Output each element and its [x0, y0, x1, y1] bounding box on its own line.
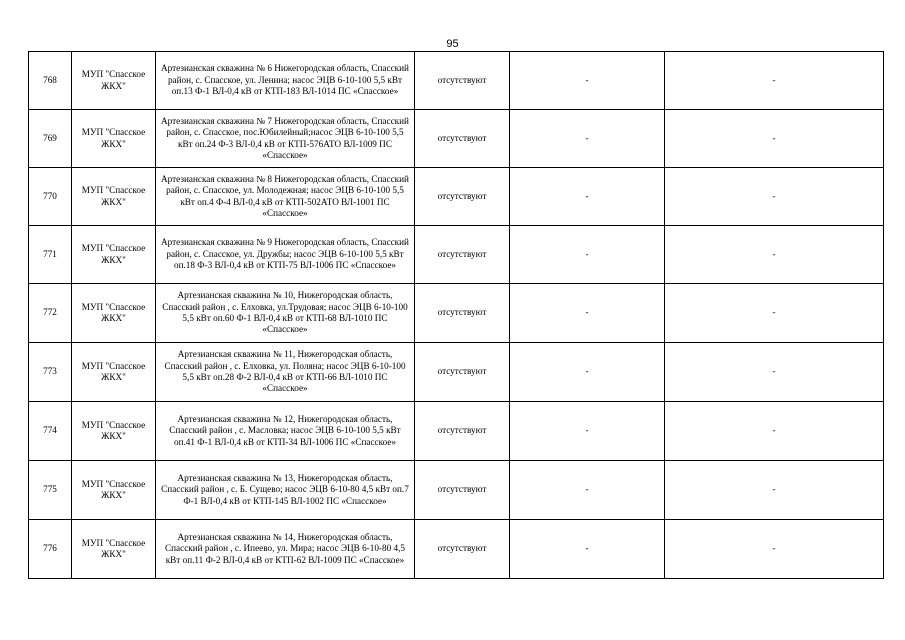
empty-value-cell: -: [665, 402, 884, 461]
organization-cell: МУП "Спасское ЖКХ": [72, 520, 156, 579]
object-description-cell: Артезианская скважина № 13, Нижегородская область, Спасский район , с. Б. Сущево; насос ЭЦВ 6-10-80 4,5 кВт оп.7 Ф-1 ВЛ-0,4 кВ от КТП-145 ВЛ-1002 ПС «Спасское»: [156, 461, 415, 520]
object-description-cell: Артезианская скважина № 10, Нижегородская область, Спасский район , с. Елховка, ул.Трудовая; насос ЭЦВ 6-10-100 5,5 кВт оп.60 Ф-1 ВЛ-0,4 кВ от КТП-68 ВЛ-1010 ПС «Спасское»: [156, 284, 415, 343]
empty-value-cell: -: [510, 461, 665, 520]
empty-value-cell: -: [665, 284, 884, 343]
status-cell: отсутствуют: [415, 168, 510, 226]
row-number: 774: [29, 402, 72, 461]
table-row: [29, 520, 884, 579]
empty-value-cell: -: [510, 226, 665, 284]
object-description-cell: Артезианская скважина № 12, Нижегородская область, Спасский район , с. Масловка; насос ЭЦВ 6-10-100 5,5 кВт оп.41 Ф-1 ВЛ-0,4 кВ от КТП-34 ВЛ-1006 ПС «Спасское»: [156, 402, 415, 461]
table-row: [29, 461, 884, 520]
row-number: 769: [29, 110, 72, 168]
object-description-cell: Артезианская скважина № 9 Нижегородская область, Спасский район, с. Спасское, ул. Дружбы; насос ЭЦВ 6-10-100 5,5 кВт оп.18 Ф-3 ВЛ-0,4 кВ от КТП-75 ВЛ-1006 ПС «Спасское»: [156, 226, 415, 284]
empty-value-cell: -: [665, 168, 884, 226]
row-number: 776: [29, 520, 72, 579]
object-description-cell: Артезианская скважина № 6 Нижегородская область, Спасский район, с. Спасское, ул. Ленина; насос ЭЦВ 6-10-100 5,5 кВт оп.13 Ф-1 ВЛ-0,4 кВ от КТП-183 ВЛ-1014 ПС «Спасское»: [156, 52, 415, 110]
empty-value-cell: -: [510, 52, 665, 110]
status-cell: отсутствуют: [415, 461, 510, 520]
row-number: 768: [29, 52, 72, 110]
object-description-cell: Артезианская скважина № 7 Нижегородская область, Спасский район, с. Спасское, пос.Юбилейный;насос ЭЦВ 6-10-100 5,5 кВт оп.24 Ф-3 ВЛ-0,4 кВ от КТП-576АТО ВЛ-1009 ПС «Спасское»: [156, 110, 415, 168]
object-description-cell: Артезианская скважина № 14, Нижегородская область, Спасский район , с. Ипеево, ул. Мира; насос ЭЦВ 6-10-80 4,5 кВт оп.11 Ф-2 ВЛ-0,4 кВ от КТП-62 ВЛ-1009 ПС «Спасское»: [156, 520, 415, 579]
table-row: [29, 168, 884, 226]
organization-cell: МУП "Спасское ЖКХ": [72, 461, 156, 520]
table-row: [29, 343, 884, 402]
status-cell: отсутствуют: [415, 402, 510, 461]
table-row: [29, 402, 884, 461]
empty-value-cell: -: [510, 520, 665, 579]
status-cell: отсутствуют: [415, 110, 510, 168]
empty-value-cell: -: [665, 110, 884, 168]
status-cell: отсутствуют: [415, 226, 510, 284]
object-description-cell: Артезианская скважина № 11, Нижегородская область, Спасский район , с. Елховка, ул. Поляна; насос ЭЦВ 6-10-100 5,5 кВт оп.28 Ф-2 ВЛ-0,4 кВ от КТП-66 ВЛ-1010 ПС «Спасское»: [156, 343, 415, 402]
empty-value-cell: -: [665, 520, 884, 579]
empty-value-cell: -: [665, 226, 884, 284]
table-row: [29, 226, 884, 284]
table-row: [29, 52, 884, 110]
registry-table: [28, 51, 884, 579]
organization-cell: МУП "Спасское ЖКХ": [72, 226, 156, 284]
empty-value-cell: -: [510, 284, 665, 343]
status-cell: отсутствуют: [415, 520, 510, 579]
organization-cell: МУП "Спасское ЖКХ": [72, 284, 156, 343]
empty-value-cell: -: [665, 343, 884, 402]
table-row: [29, 284, 884, 343]
empty-value-cell: -: [510, 110, 665, 168]
row-number: 775: [29, 461, 72, 520]
empty-value-cell: -: [510, 402, 665, 461]
empty-value-cell: -: [510, 168, 665, 226]
row-number: 772: [29, 284, 72, 343]
status-cell: отсутствуют: [415, 343, 510, 402]
organization-cell: МУП "Спасское ЖКХ": [72, 168, 156, 226]
page-number: 95: [446, 38, 459, 50]
empty-value-cell: -: [510, 343, 665, 402]
empty-value-cell: -: [665, 461, 884, 520]
row-number: 773: [29, 343, 72, 402]
status-cell: отсутствуют: [415, 52, 510, 110]
status-cell: отсутствуют: [415, 284, 510, 343]
empty-value-cell: -: [665, 52, 884, 110]
row-number: 771: [29, 226, 72, 284]
organization-cell: МУП "Спасское ЖКХ": [72, 402, 156, 461]
object-description-cell: Артезианская скважина № 8 Нижегородская область, Спасский район, с. Спасское, ул. Молодежная; насос ЭЦВ 6-10-100 5,5 кВт оп.4 Ф-4 ВЛ-0,4 кВ от КТП-502АТО ВЛ-1001 ПС «Спасское»: [156, 168, 415, 226]
row-number: 770: [29, 168, 72, 226]
organization-cell: МУП "Спасское ЖКХ": [72, 110, 156, 168]
organization-cell: МУП "Спасское ЖКХ": [72, 52, 156, 110]
table-row: [29, 110, 884, 168]
organization-cell: МУП "Спасское ЖКХ": [72, 343, 156, 402]
